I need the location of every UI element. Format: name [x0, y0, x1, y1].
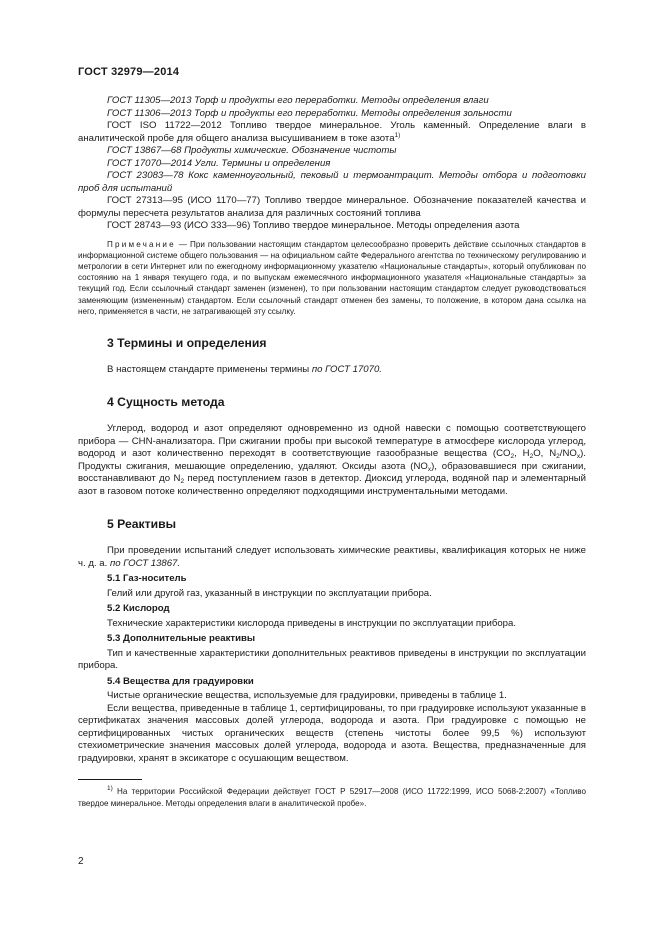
subsection-5-3-heading: 5.3 Дополнительные реактивы	[107, 633, 256, 645]
footnote: $^{1)}$ На территории Российской Федерации действует ГОСТ Р 52917—2008 (ИСО 11722:1999, ИСО 5068-2:2007) «Топливо твердое минеральное. Методы определения влаги в аналитической пробе».	[78, 785, 586, 808]
ref-item: ГОСТ ISO 11722—2012 Топливо твердое минеральное. Уголь каменный. Определение влаги в аналитической пробе для общего анализа высушиванием в токе азота$^{1)}$	[78, 120, 586, 144]
subsection-5-1-text: Гелий или другой газ, указанный в инструкции по эксплуатации прибора.	[107, 587, 432, 599]
note: Примечание — При пользовании настоящим стандартом целесообразно проверить действие ссылочных стандартов в информационной системе общего пользования — на официальном сайте Федерального агентства по техническому регулированию и метрологии в сети Интернет или по ежегодному информационному указателю «Национальные стандарты», который опубликован по состоянию на 1 января текущего года, и по выпускам ежемесячного информационного указателя «Национальные стандарты» за текущий год. Если ссылочный стандарт заменен (изменен), то при пользовании настоящим стандартом следует руководствоваться заменяющим (измененным) стандартом. Если ссылочный стандарт отменен без замены, то положение, в котором дана ссылка на него, применяется в части, не затрагивающей эту ссылку.	[78, 239, 586, 316]
section-4-text: Углерод, водород и азот определяют одновременно из одной навески с помощью соответствующего прибора — CHN-анализатора. При сжигании пробы при высокой температуре в атмосфере кислорода углерод, водород и азот количественно переходят в соответствующие газообразные вещества ($CO_2$, $H_2O$, $N_2/NO_x$). Продукты сжигания, мешающие определению, удаляют. Оксиды азота $(NO_x)$, образовавшиеся при сжигании, восстанавливают до $N_2$ перед поступлением газов в детектор. Диоксид углерода, водяной пар и элементарный азот в газовом потоке количественно определяют подходящими инструментальными методами.	[78, 423, 586, 497]
subsection-5-4-heading: 5.4 Вещества для градуировки	[107, 675, 254, 687]
footnote-mark: 1)	[107, 785, 113, 793]
section-5-intro: При проведении испытаний следует использовать химические реактивы, квалификация которых не ниже ч. д. а. по ГОСТ 13867.	[78, 545, 586, 569]
subsection-5-4-text: Если вещества, приведенные в таблице 1, сертифицированы, то при градуировке используют указанные в сертификатах значения массовых долей углерода, водорода и азота. При градуировке с помощью не сертифицированных чистых органических веществ (степень чистоты более 99,5 %) используют стехиометрические значения массовых долей углерода, водорода и азота. Вещества, предназначенные для градуировки, хранят в эксикаторе с осушающим веществом.	[78, 702, 586, 764]
section-3-text: В настоящем стандарте применены термины по ГОСТ 17070.	[107, 363, 382, 375]
subsection-5-1-heading: 5.1 Газ-носитель	[107, 573, 187, 585]
subsection-5-2-text: Технические характеристики кислорода приведены в инструкции по эксплуатации прибора.	[107, 617, 516, 629]
note-label: Примечание	[107, 239, 176, 249]
normative-references	[78, 95, 586, 233]
subsection-5-4-text: Чистые органические вещества, используемые для градуировки, приведены в таблице 1.	[107, 690, 507, 702]
page-content	[78, 95, 586, 809]
page-header: ГОСТ 32979—2014	[78, 66, 180, 78]
section-4-heading: 4 Сущность метода	[107, 395, 225, 410]
footnote-divider	[78, 779, 142, 780]
footnote-mark: 1)	[394, 131, 401, 139]
subsection-5-2-heading: 5.2 Кислород	[107, 603, 170, 615]
subsection-5-3-text: Тип и качественные характеристики дополнительных реактивов приведены в инструкции по эксплуатации прибора.	[78, 647, 586, 672]
ref-item: ГОСТ 11306—2013 Торф и продукты его переработки. Методы определения зольности	[107, 107, 512, 119]
ref-item: ГОСТ 28743—93 (ИСО 333—96) Топливо твердое минеральное. Методы определения азота	[107, 220, 520, 231]
ref-item: ГОСТ 11305—2013 Торф и продукты его переработки. Методы определения влаги	[107, 95, 489, 106]
ref-item: ГОСТ 27313—95 (ИСО 1170—77) Топливо твердое минеральное. Обозначение показателей качества и формулы пересчета результатов анализа для различных состояний топлива	[78, 195, 586, 219]
ref-item: ГОСТ 13867—68 Продукты химические. Обозначение чистоты	[107, 145, 397, 156]
ref-item: ГОСТ 23083—78 Кокс каменноугольный, пековый и термоантрацит. Методы отбора и подготовки проб для испытаний	[78, 170, 586, 194]
ref-item: ГОСТ 17070—2014 Угли. Термины и определения	[107, 157, 331, 169]
section-5-heading: 5 Реактивы	[107, 517, 177, 532]
section-3-heading: 3 Термины и определения	[107, 335, 267, 350]
page-number: 2	[78, 856, 84, 867]
